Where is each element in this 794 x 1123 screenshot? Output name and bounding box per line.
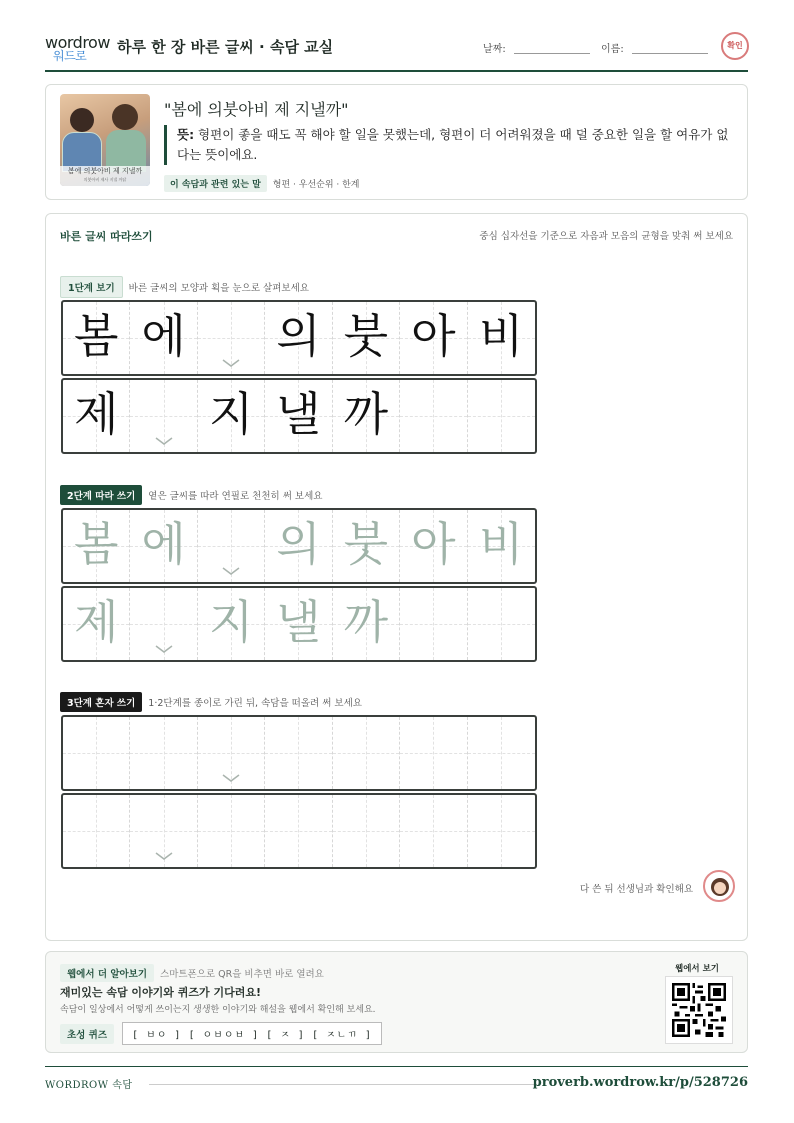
space-mark-icon: [221, 566, 241, 576]
grid-cell[interactable]: [333, 795, 400, 867]
name-blank[interactable]: [632, 53, 708, 54]
space-mark-icon: [154, 644, 174, 654]
grid-character: 까: [343, 387, 389, 441]
grid-cell[interactable]: [63, 717, 130, 789]
grid-character: 제: [73, 387, 119, 441]
proverb-illustration: [60, 94, 150, 186]
date-label: 날짜:: [483, 44, 506, 55]
web-more-header: [60, 964, 324, 982]
grid-cell[interactable]: [265, 510, 332, 582]
step-1-badge: 1단계 보기: [60, 276, 123, 298]
space-mark-icon: [221, 773, 241, 783]
grid-character: 제: [73, 595, 119, 649]
web-more-card: [45, 951, 748, 1053]
step-1-desc: 바른 글씨의 모양과 획을 눈으로 살펴보세요: [128, 283, 309, 294]
grid-cell[interactable]: [265, 588, 332, 660]
qr-code-icon[interactable]: [665, 976, 733, 1044]
grid-character: 아: [411, 517, 456, 571]
page-header: [45, 28, 748, 72]
grid-character: 지: [208, 595, 254, 649]
grid-cell[interactable]: [468, 510, 535, 582]
name-label: 이름:: [601, 44, 624, 55]
footer-divider: [149, 1084, 536, 1085]
grid-cell[interactable]: [265, 795, 332, 867]
illustration-caption: 봄에 의붓아비 제 지낼까 의붓아비 제사 지낼 까닭: [60, 166, 150, 186]
proverb-title: "봄에 의붓아비 제 지낼까": [164, 100, 349, 119]
writing-grid-step2-line1[interactable]: [61, 508, 537, 584]
grid-character: 봄: [73, 309, 119, 363]
writing-grid-step2-line2[interactable]: [61, 586, 537, 662]
grid-cell: [198, 380, 265, 452]
grid-cell: [400, 380, 467, 452]
grid-cell[interactable]: [400, 510, 467, 582]
practice-section: [45, 213, 748, 941]
logo-text: wordrow: [45, 33, 110, 52]
space-mark-icon: [154, 436, 174, 446]
proverb-card: [45, 84, 748, 200]
grid-cell: [63, 302, 130, 374]
logo-subtext: 워드로: [53, 49, 87, 63]
grid-character: 에: [141, 517, 186, 571]
practice-title: 바른 글씨 따라쓰기: [60, 230, 153, 243]
practice-tip: 중심 십자선을 기준으로 자음과 모음의 균형을 맞춰 써 보세요: [479, 231, 733, 242]
space-mark-icon: [221, 358, 241, 368]
qr-label: 웹에서 보기: [674, 964, 719, 974]
grid-character: 붓: [343, 517, 389, 571]
related-label: 이 속담과 관련 있는 말: [164, 175, 267, 192]
grid-character: 낼: [276, 387, 321, 441]
step-1-header: [60, 276, 309, 298]
step-3-badge: 3단계 혼자 쓰기: [60, 692, 142, 712]
writing-grid-step1-line1: [61, 300, 537, 376]
writing-grid-step3-line2[interactable]: [61, 793, 537, 869]
grid-character: 비: [479, 309, 524, 363]
grid-character: 봄: [73, 517, 119, 571]
grid-cell: [130, 302, 197, 374]
grid-cell[interactable]: [130, 510, 197, 582]
web-description: 속담이 일상에서 어떻게 쓰이는지 생생한 이야기와 해설을 웹에서 확인해 보세요.: [60, 1005, 376, 1015]
grid-cell[interactable]: [198, 510, 265, 582]
grid-cell[interactable]: [468, 717, 535, 789]
grid-character: 붓: [343, 309, 389, 363]
grid-cell[interactable]: [400, 717, 467, 789]
grid-cell[interactable]: [130, 717, 197, 789]
step-2-badge: 2단계 따라 쓰기: [60, 485, 142, 505]
grid-cell: [265, 302, 332, 374]
grid-cell[interactable]: [400, 588, 467, 660]
grid-cell: [265, 380, 332, 452]
grid-character: 낼: [276, 595, 321, 649]
grid-character: 에: [141, 309, 186, 363]
grid-character: 비: [479, 517, 524, 571]
grid-cell[interactable]: [198, 717, 265, 789]
check-stamp-icon: 확인: [721, 32, 749, 60]
space-mark-icon: [154, 851, 174, 861]
grid-cell[interactable]: [333, 510, 400, 582]
grid-cell: [333, 302, 400, 374]
name-field[interactable]: [601, 40, 708, 55]
grid-cell[interactable]: [130, 588, 197, 660]
qr-hint: 스마트폰으로 QR을 비추면 바로 열려요: [160, 969, 324, 980]
step-3-desc: 1·2단계를 종이로 가린 뒤, 속담을 떠올려 써 보세요: [148, 698, 362, 709]
footer-url-link[interactable]: proverb.wordrow.kr/p/528726: [532, 1075, 748, 1090]
grid-cell[interactable]: [333, 717, 400, 789]
meaning-label: 뜻:: [177, 127, 195, 142]
date-field[interactable]: [483, 40, 590, 55]
grid-cell[interactable]: [400, 795, 467, 867]
grid-character: 의: [276, 309, 321, 363]
web-headline: 재미있는 속담 이야기와 퀴즈가 기다려요!: [60, 986, 261, 999]
step-2-desc: 옅은 글씨를 따라 연필로 천천히 써 보세요: [148, 491, 323, 502]
grid-character: 까: [343, 595, 389, 649]
grid-cell: [468, 302, 535, 374]
date-blank[interactable]: [514, 53, 590, 54]
footer-brand: WORDROW 속담: [45, 1080, 133, 1091]
grid-cell: [130, 380, 197, 452]
grid-cell[interactable]: [468, 588, 535, 660]
girl-mascot-icon: [703, 870, 735, 902]
quiz-label: 초성 퀴즈: [60, 1024, 114, 1044]
writing-grid-step1-line2: [61, 378, 537, 454]
related-words: [164, 175, 360, 192]
page-title: 하루 한 장 바른 글씨 · 속담 교실: [117, 38, 334, 56]
web-more-tag: 웹에서 더 알아보기: [60, 964, 154, 982]
grid-cell[interactable]: [198, 588, 265, 660]
grid-cell: [400, 302, 467, 374]
step-2-header: [60, 485, 322, 505]
grid-cell: [198, 302, 265, 374]
page-footer: [45, 1066, 748, 1091]
quiz-answer-box: [ ㅂㅇ ] [ ㅇㅂㅇㅂ ] [ ㅈ ] [ ㅈㄴㄲ ]: [122, 1022, 382, 1045]
grid-cell[interactable]: [63, 510, 130, 582]
writing-grid-step3-line1[interactable]: [61, 715, 537, 791]
related-list: 형편 · 우선순위 · 한계: [272, 180, 360, 190]
meaning-text: 형편이 좋을 때도 꼭 해야 할 일을 못했는데, 형편이 더 어려워졌을 때 덜 중요한 일을 할 여유가 없다는 뜻이에요.: [177, 127, 729, 162]
teacher-check-note: 다 쓴 뒤 선생님과 확인해요: [579, 884, 693, 895]
wordrow-logo[interactable]: [45, 33, 110, 63]
proverb-meaning: [164, 125, 734, 165]
grid-cell[interactable]: [198, 795, 265, 867]
grid-cell[interactable]: [265, 717, 332, 789]
grid-cell[interactable]: [333, 588, 400, 660]
grid-character: 아: [411, 309, 456, 363]
grid-cell[interactable]: [468, 795, 535, 867]
grid-cell: [333, 380, 400, 452]
grid-cell: [63, 380, 130, 452]
grid-character: 지: [208, 387, 254, 441]
step-3-header: [60, 692, 362, 712]
grid-character: 의: [276, 517, 321, 571]
chosung-quiz: [60, 1022, 382, 1045]
grid-cell[interactable]: [130, 795, 197, 867]
grid-cell[interactable]: [63, 795, 130, 867]
grid-cell: [468, 380, 535, 452]
grid-cell[interactable]: [63, 588, 130, 660]
